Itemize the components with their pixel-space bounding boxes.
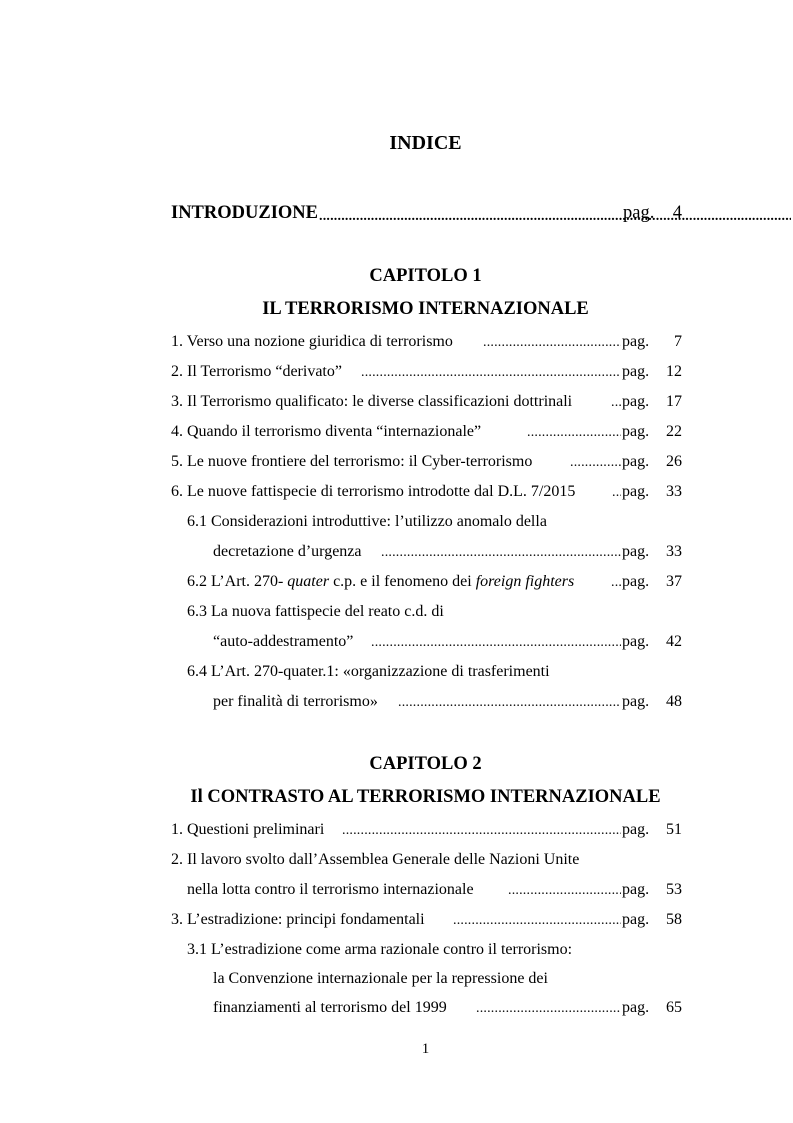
toc-entry: [171, 909, 682, 931]
toc-entry-label: 4. Quando il terrorismo diventa “internazionale”: [171, 423, 482, 440]
leader-dots: [319, 204, 791, 226]
toc-pag-label: pag.: [622, 543, 650, 560]
toc-entry: [171, 391, 682, 413]
toc-entry-label-part: 6.2 L’Art. 270-: [187, 573, 288, 590]
toc-entry: [171, 481, 682, 503]
toc-entry-line: la Convenzione internazionale per la repressione dei: [213, 970, 548, 987]
leader-dots: [527, 421, 621, 443]
toc-entry-line: 6.3 La nuova fattispecie del reato c.d. di: [187, 603, 444, 620]
toc-entry-introduzione: [171, 202, 682, 224]
toc-page-number: 65: [666, 999, 682, 1016]
toc-pag-label: pag.: [622, 633, 650, 650]
chapter-2-heading: CAPITOLO 2: [369, 754, 482, 774]
toc-entry: [187, 571, 682, 593]
toc-entry-label: 3. Il Terrorismo qualificato: le diverse classificazioni dottrinali: [171, 393, 573, 410]
toc-page-number: 51: [666, 821, 682, 838]
toc-entry-line: 2. Il lavoro svolto dall’Assemblea Generale delle Nazioni Unite: [171, 851, 580, 868]
chapter-1-subtitle: IL TERRORISMO INTERNAZIONALE: [262, 299, 589, 319]
leader-dots: [611, 571, 621, 593]
toc-entry-label: 6. Le nuove fattispecie di terrorismo introdotte dal D.L. 7/2015: [171, 483, 576, 500]
leader-dots: [612, 481, 621, 503]
chapter-2-subtitle: Il CONTRASTO AL TERRORISMO INTERNAZIONALE: [190, 787, 661, 807]
toc-pag-label: pag.: [622, 483, 650, 500]
toc-page-number: 7: [674, 333, 682, 350]
toc-pag-label: pag.: [622, 881, 650, 898]
leader-dots: [476, 997, 621, 1019]
toc-entry: [171, 819, 682, 841]
toc-entry: [171, 331, 682, 353]
toc-entry: [213, 541, 682, 563]
toc-page-number: 17: [666, 393, 682, 410]
toc-entry-label: per finalità di terrorismo»: [213, 693, 378, 710]
toc-page-number: 53: [666, 881, 682, 898]
toc-pag-label: pag.: [622, 999, 650, 1016]
toc-pag-label: pag.: [622, 453, 650, 470]
toc-pag-label: pag.: [623, 203, 655, 223]
leader-dots: [398, 691, 621, 713]
toc-pag-label: pag.: [622, 911, 650, 928]
toc-pag-label: pag.: [622, 393, 650, 410]
toc-entry: [213, 691, 682, 713]
toc-entry-label: 5. Le nuove frontiere del terrorismo: il Cyber-terrorismo: [171, 453, 533, 470]
toc-entry-label: INTRODUZIONE: [171, 203, 318, 223]
toc-page-number: 33: [666, 483, 682, 500]
toc-entry-label: nella lotta contro il terrorismo internazionale: [187, 881, 474, 898]
toc-page-number: 48: [666, 693, 682, 710]
toc-entry-label: 3. L’estradizione: principi fondamentali: [171, 911, 425, 928]
toc-entry: [213, 631, 682, 653]
toc-pag-label: pag.: [622, 573, 650, 590]
toc-page-number: 42: [666, 633, 682, 650]
leader-dots: [371, 631, 621, 653]
toc-entry-label: 1. Verso una nozione giuridica di terrorismo: [171, 333, 453, 350]
toc-entry: [213, 997, 682, 1019]
leader-dots: [570, 451, 621, 473]
toc-entry-line: 6.4 L’Art. 270-quater.1: «organizzazione di trasferimenti: [187, 663, 550, 680]
toc-entry-label: decretazione d’urgenza: [213, 543, 362, 560]
toc-entry-line: 6.1 Considerazioni introduttive: l’utilizzo anomalo della: [187, 513, 547, 530]
leader-dots: [361, 361, 621, 383]
toc-entry-label: [187, 571, 574, 593]
toc-page-number: 33: [666, 543, 682, 560]
toc-page-number: 37: [666, 573, 682, 590]
toc-pag-label: pag.: [622, 333, 650, 350]
leader-dots: [508, 879, 621, 901]
toc-entry: [187, 879, 682, 901]
page-number: 1: [421, 1041, 430, 1057]
leader-dots: [483, 331, 621, 353]
toc-page-number: 58: [666, 911, 682, 928]
toc-entry-label-italic: quater: [287, 573, 330, 590]
chapter-1-heading: CAPITOLO 1: [369, 266, 482, 286]
leader-dots: [611, 391, 621, 413]
toc-page-number: 4: [672, 203, 682, 223]
toc-entry-label: 2. Il Terrorismo “derivato”: [171, 363, 342, 380]
toc-page-number: 22: [666, 423, 682, 440]
toc-entry: [171, 451, 682, 473]
toc-page-number: 26: [666, 453, 682, 470]
toc-pag-label: pag.: [622, 363, 650, 380]
toc-pag-label: pag.: [622, 693, 650, 710]
toc-entry-label: “auto-addestramento”: [213, 633, 354, 650]
toc-page-number: 12: [666, 363, 682, 380]
page-title: INDICE: [389, 132, 462, 154]
toc-pag-label: pag.: [622, 423, 650, 440]
toc-entry-label-part: c.p. e il fenomeno dei: [329, 573, 476, 590]
leader-dots: [381, 541, 621, 563]
toc-entry-label: finanziamenti al terrorismo del 1999: [213, 999, 447, 1016]
toc-entry: [171, 421, 682, 443]
toc-entry-label: 1. Questioni preliminari: [171, 821, 325, 838]
toc-entry-label-italic: foreign fighters: [475, 573, 575, 590]
toc-entry-line: 3.1 L’estradizione come arma razionale contro il terrorismo:: [187, 941, 573, 958]
leader-dots: [342, 819, 621, 841]
toc-entry: [171, 361, 682, 383]
leader-dots: [453, 909, 621, 931]
toc-pag-label: pag.: [622, 821, 650, 838]
